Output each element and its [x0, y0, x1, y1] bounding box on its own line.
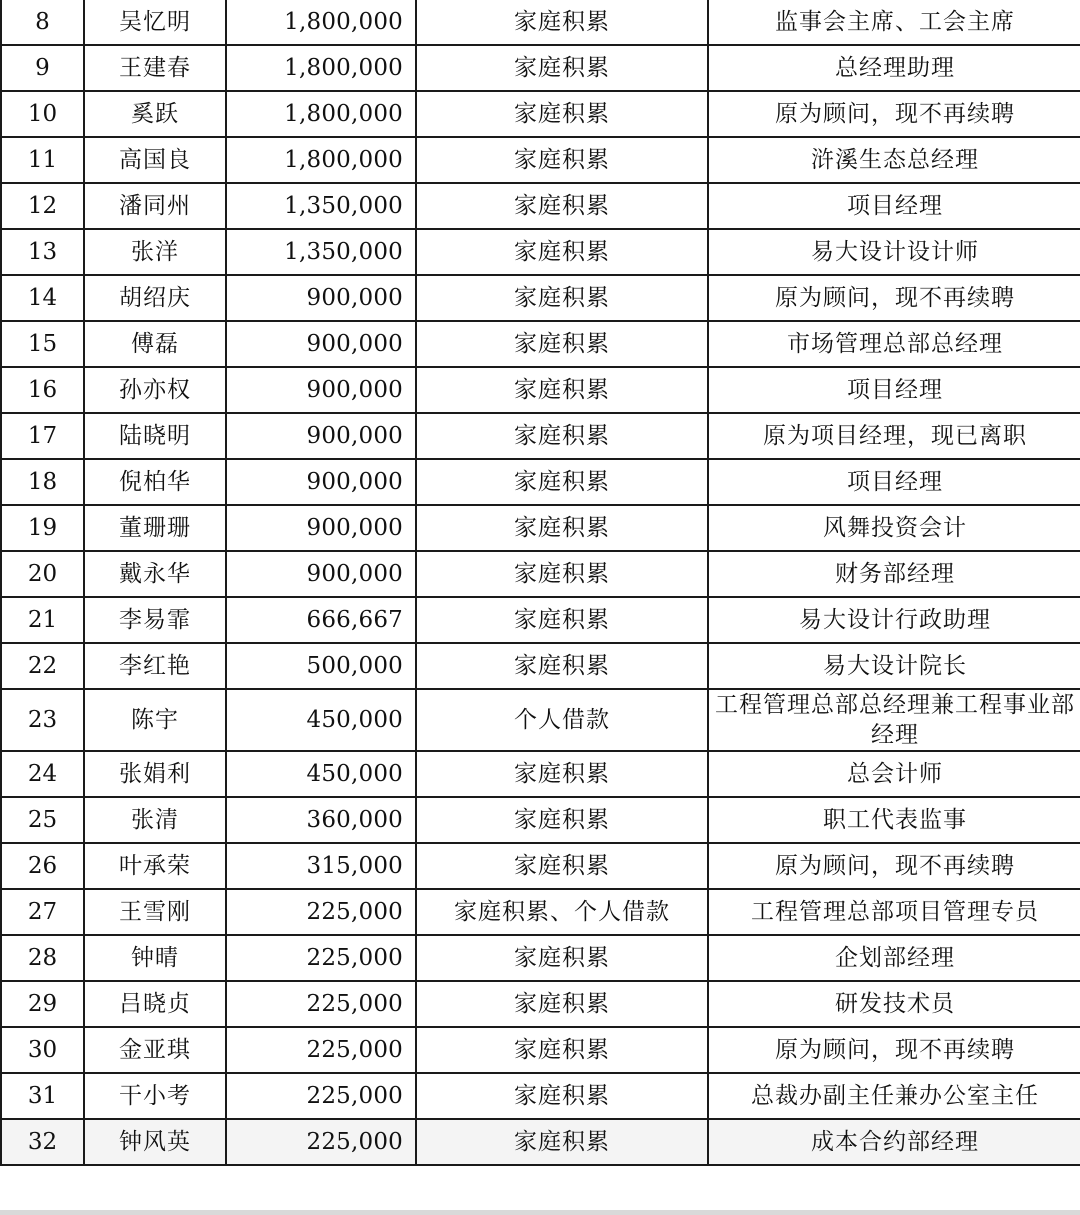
fund-source-cell: 家庭积累 — [416, 91, 708, 137]
table-row — [1, 1119, 1080, 1165]
row-number-cell: 11 — [1, 137, 84, 183]
row-number-cell: 28 — [1, 935, 84, 981]
name-cell: 李易霏 — [84, 597, 226, 643]
table-row — [1, 45, 1080, 91]
table-row — [1, 229, 1080, 275]
table-row — [1, 1073, 1080, 1119]
name-cell: 钟风英 — [84, 1119, 226, 1165]
table-row — [1, 0, 1080, 45]
name-cell: 胡绍庆 — [84, 275, 226, 321]
fund-source-cell: 家庭积累 — [416, 643, 708, 689]
table-row — [1, 597, 1080, 643]
table-row — [1, 797, 1080, 843]
row-number-cell: 12 — [1, 183, 84, 229]
fund-source-cell: 家庭积累 — [416, 137, 708, 183]
table-row — [1, 935, 1080, 981]
amount-cell: 900,000 — [226, 275, 416, 321]
position-cell: 总裁办副主任兼办公室主任 — [708, 1073, 1080, 1119]
fund-source-cell: 家庭积累 — [416, 597, 708, 643]
amount-cell: 450,000 — [226, 751, 416, 797]
table-row — [1, 551, 1080, 597]
table-row — [1, 689, 1080, 751]
fund-source-cell: 家庭积累 — [416, 183, 708, 229]
row-number-cell: 31 — [1, 1073, 84, 1119]
name-cell: 潘同州 — [84, 183, 226, 229]
position-cell: 总会计师 — [708, 751, 1080, 797]
fund-source-cell: 家庭积累 — [416, 367, 708, 413]
amount-cell: 900,000 — [226, 505, 416, 551]
name-cell: 王雪刚 — [84, 889, 226, 935]
position-cell: 原为顾问，现不再续聘 — [708, 1027, 1080, 1073]
table-row — [1, 981, 1080, 1027]
amount-cell: 900,000 — [226, 321, 416, 367]
position-cell: 易大设计行政助理 — [708, 597, 1080, 643]
table-body — [1, 0, 1080, 1165]
amount-cell: 1,800,000 — [226, 137, 416, 183]
position-cell: 财务部经理 — [708, 551, 1080, 597]
amount-cell: 900,000 — [226, 551, 416, 597]
position-cell: 研发技术员 — [708, 981, 1080, 1027]
table-row — [1, 889, 1080, 935]
position-cell: 原为顾问，现不再续聘 — [708, 843, 1080, 889]
amount-cell: 225,000 — [226, 1119, 416, 1165]
row-number-cell: 14 — [1, 275, 84, 321]
fund-source-cell: 家庭积累 — [416, 1027, 708, 1073]
fund-source-cell: 家庭积累 — [416, 0, 708, 45]
fund-source-cell: 家庭积累 — [416, 1073, 708, 1119]
name-cell: 陈宇 — [84, 689, 226, 751]
amount-cell: 1,350,000 — [226, 229, 416, 275]
fund-source-cell: 家庭积累 — [416, 1119, 708, 1165]
name-cell: 李红艳 — [84, 643, 226, 689]
table-row — [1, 321, 1080, 367]
row-number-cell: 23 — [1, 689, 84, 751]
amount-cell: 225,000 — [226, 981, 416, 1027]
fund-source-cell: 家庭积累 — [416, 275, 708, 321]
position-cell: 原为顾问，现不再续聘 — [708, 91, 1080, 137]
row-number-cell: 18 — [1, 459, 84, 505]
position-cell: 浒溪生态总经理 — [708, 137, 1080, 183]
row-number-cell: 16 — [1, 367, 84, 413]
amount-cell: 225,000 — [226, 889, 416, 935]
fund-source-cell: 家庭积累 — [416, 751, 708, 797]
fund-source-cell: 个人借款 — [416, 689, 708, 751]
table-row — [1, 275, 1080, 321]
fund-source-cell: 家庭积累 — [416, 321, 708, 367]
fund-source-cell: 家庭积累 — [416, 935, 708, 981]
fund-source-cell: 家庭积累 — [416, 551, 708, 597]
row-number-cell: 32 — [1, 1119, 84, 1165]
name-cell: 吕晓贞 — [84, 981, 226, 1027]
row-number-cell: 15 — [1, 321, 84, 367]
table-row — [1, 505, 1080, 551]
name-cell: 高国良 — [84, 137, 226, 183]
amount-cell: 500,000 — [226, 643, 416, 689]
position-cell: 项目经理 — [708, 367, 1080, 413]
amount-cell: 1,350,000 — [226, 183, 416, 229]
table-row — [1, 1027, 1080, 1073]
name-cell: 陆晓明 — [84, 413, 226, 459]
fund-source-cell: 家庭积累、个人借款 — [416, 889, 708, 935]
table-row — [1, 459, 1080, 505]
amount-cell: 666,667 — [226, 597, 416, 643]
amount-cell: 225,000 — [226, 1027, 416, 1073]
name-cell: 钟晴 — [84, 935, 226, 981]
position-cell: 企划部经理 — [708, 935, 1080, 981]
name-cell: 张娟利 — [84, 751, 226, 797]
row-number-cell: 19 — [1, 505, 84, 551]
name-cell: 吴忆明 — [84, 0, 226, 45]
position-cell: 项目经理 — [708, 183, 1080, 229]
table-row — [1, 367, 1080, 413]
name-cell: 金亚琪 — [84, 1027, 226, 1073]
fund-source-cell: 家庭积累 — [416, 229, 708, 275]
position-cell: 原为项目经理，现已离职 — [708, 413, 1080, 459]
name-cell: 董珊珊 — [84, 505, 226, 551]
position-cell: 成本合约部经理 — [708, 1119, 1080, 1165]
row-number-cell: 17 — [1, 413, 84, 459]
row-number-cell: 13 — [1, 229, 84, 275]
table-row — [1, 413, 1080, 459]
amount-cell: 450,000 — [226, 689, 416, 751]
table-row — [1, 751, 1080, 797]
position-cell: 工程管理总部项目管理专员 — [708, 889, 1080, 935]
amount-cell: 1,800,000 — [226, 91, 416, 137]
amount-cell: 900,000 — [226, 413, 416, 459]
row-number-cell: 20 — [1, 551, 84, 597]
fund-source-cell: 家庭积累 — [416, 45, 708, 91]
amount-cell: 1,800,000 — [226, 0, 416, 45]
row-number-cell: 29 — [1, 981, 84, 1027]
name-cell: 倪柏华 — [84, 459, 226, 505]
amount-cell: 225,000 — [226, 935, 416, 981]
amount-cell: 900,000 — [226, 459, 416, 505]
row-number-cell: 26 — [1, 843, 84, 889]
name-cell: 傅磊 — [84, 321, 226, 367]
position-cell: 易大设计院长 — [708, 643, 1080, 689]
row-number-cell: 30 — [1, 1027, 84, 1073]
fund-source-cell: 家庭积累 — [416, 505, 708, 551]
fund-source-cell: 家庭积累 — [416, 797, 708, 843]
row-number-cell: 8 — [1, 0, 84, 45]
amount-cell: 360,000 — [226, 797, 416, 843]
name-cell: 王建春 — [84, 45, 226, 91]
position-cell: 原为顾问，现不再续聘 — [708, 275, 1080, 321]
fund-source-cell: 家庭积累 — [416, 843, 708, 889]
fund-source-cell: 家庭积累 — [416, 459, 708, 505]
table-row — [1, 137, 1080, 183]
name-cell: 干小考 — [84, 1073, 226, 1119]
table-row — [1, 91, 1080, 137]
name-cell: 奚跃 — [84, 91, 226, 137]
amount-cell: 225,000 — [226, 1073, 416, 1119]
position-cell: 易大设计设计师 — [708, 229, 1080, 275]
fund-source-cell: 家庭积累 — [416, 413, 708, 459]
position-cell: 市场管理总部总经理 — [708, 321, 1080, 367]
table-row — [1, 843, 1080, 889]
amount-cell: 1,800,000 — [226, 45, 416, 91]
name-cell: 张洋 — [84, 229, 226, 275]
row-number-cell: 21 — [1, 597, 84, 643]
name-cell: 张清 — [84, 797, 226, 843]
name-cell: 叶承荣 — [84, 843, 226, 889]
position-cell: 职工代表监事 — [708, 797, 1080, 843]
row-number-cell: 10 — [1, 91, 84, 137]
position-cell: 总经理助理 — [708, 45, 1080, 91]
fund-source-cell: 家庭积累 — [416, 981, 708, 1027]
row-number-cell: 9 — [1, 45, 84, 91]
table-row — [1, 643, 1080, 689]
row-number-cell: 24 — [1, 751, 84, 797]
position-cell: 工程管理总部总经理兼工程事业部经理 — [708, 689, 1080, 751]
name-cell: 孙亦权 — [84, 367, 226, 413]
amount-cell: 315,000 — [226, 843, 416, 889]
table-row — [1, 183, 1080, 229]
amount-cell: 900,000 — [226, 367, 416, 413]
name-cell: 戴永华 — [84, 551, 226, 597]
page-bottom-edge — [0, 1210, 1080, 1215]
row-number-cell: 27 — [1, 889, 84, 935]
position-cell: 监事会主席、工会主席 — [708, 0, 1080, 45]
row-number-cell: 25 — [1, 797, 84, 843]
position-cell: 项目经理 — [708, 459, 1080, 505]
position-cell: 风舞投资会计 — [708, 505, 1080, 551]
row-number-cell: 22 — [1, 643, 84, 689]
